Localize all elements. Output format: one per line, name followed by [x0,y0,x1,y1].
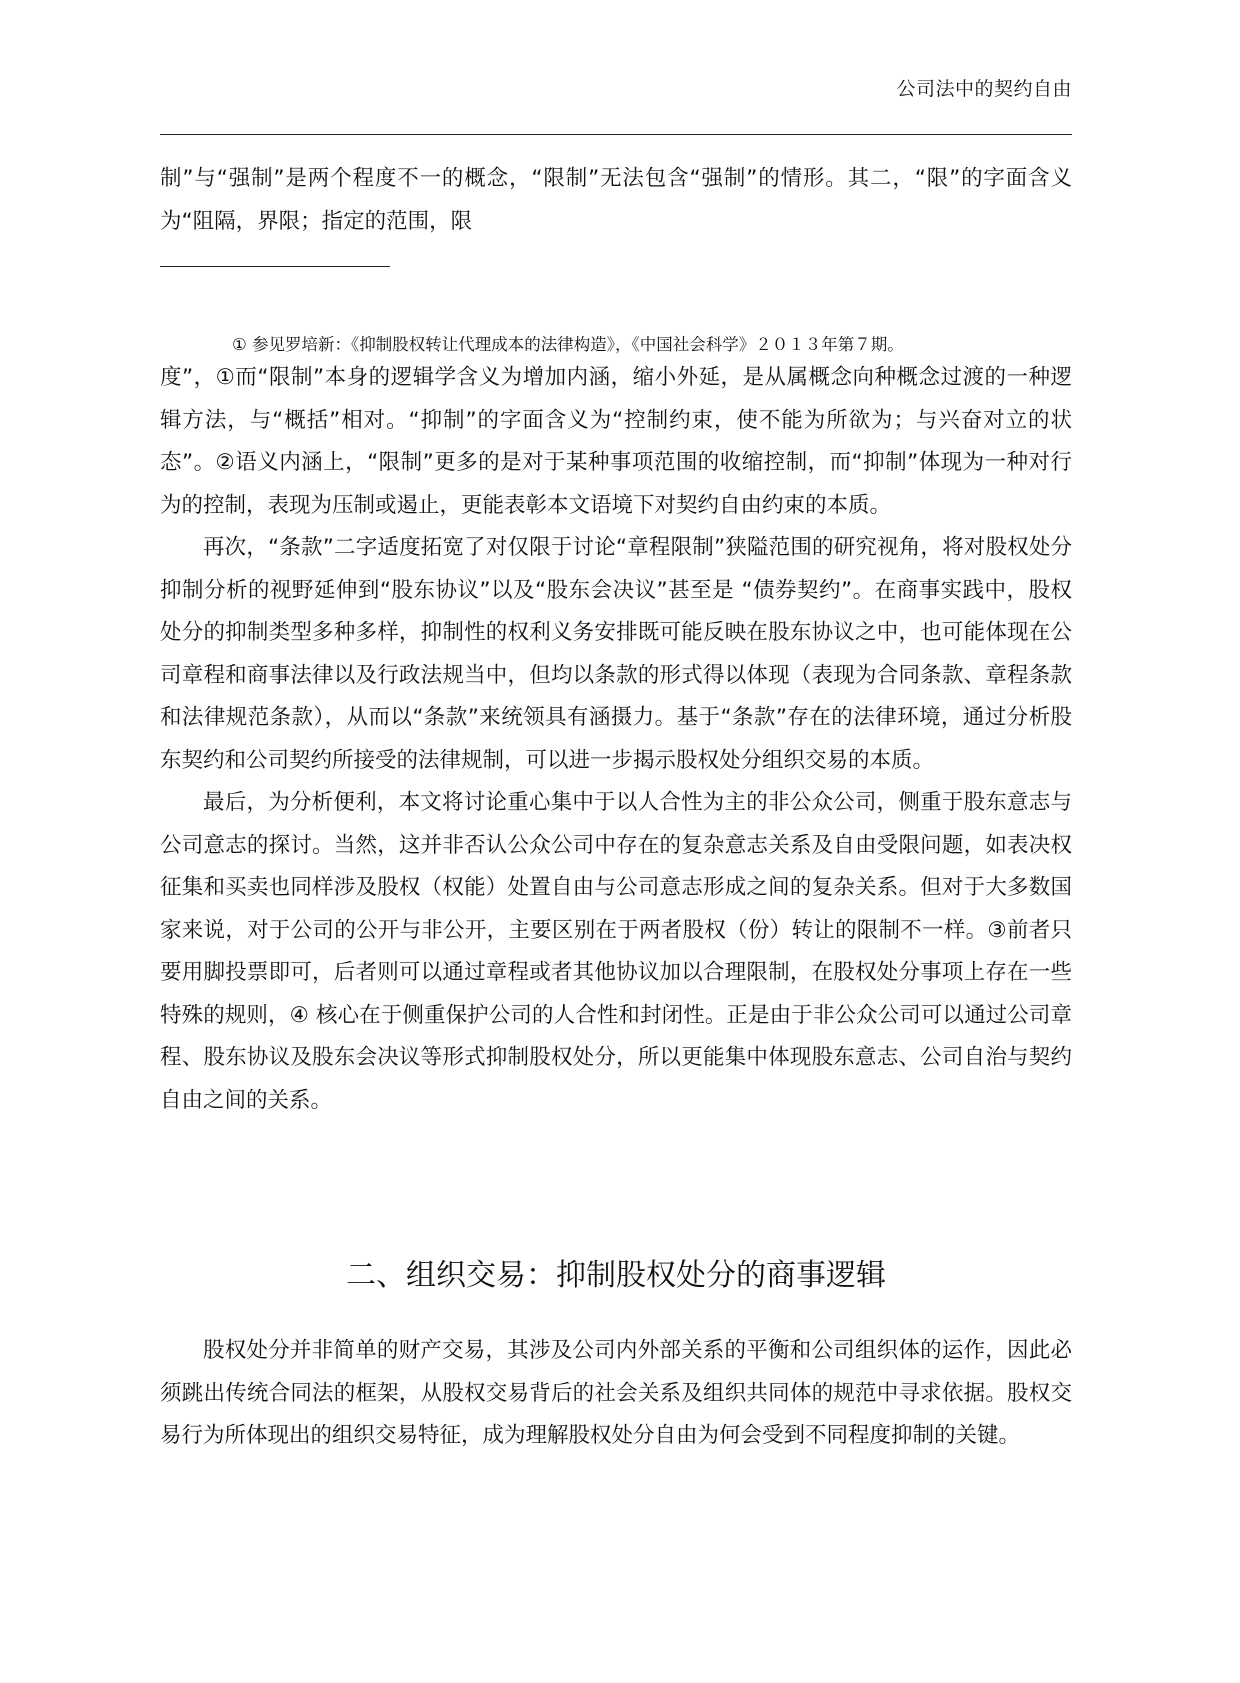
paragraph-definition-continued: 度”，①而“限制”本身的逻辑学含义为增加内涵，缩小外延，是从属概念向种概念过渡的一种逻辑方法，与“概括”相对。“抑制”的字面含义为“控制约束，使不能为所欲为；与兴奋对立的状态”。②语义内涵上，“限制”更多的是对于某种事项范围的收缩控制，而“抑制”体现为一种对行为的控制，表现为压制或遏止，更能表彰本文语境下对契约自由约束的本质。 [160,365,1072,518]
header-divider [160,134,1072,135]
top-text-block [160,158,1072,243]
paragraph-clauses: 再次，“条款”二字适度拓宽了对仅限于讨论“章程限制”狭隘范围的研究视角，将对股权处分抑制分析的视野延伸到“股东协议”以及“股东会决议”甚至是 “债券契约”。在商事实践中，股权处分的抑制类型多种多样，抑制性的权利义务安排既可能反映在股东协议之中，也可能体现在公司章程和商事法律以及行政法规当中，但均以条款的形式得以体现（表现为合同条款、章程条款和法律规范条款），从而以“条款”来统领具有涵摄力。基于“条款”存在的法律环境，通过分析股东契约和公司契约所接受的法律规制，可以进一步揭示股权处分组织交易的本质。 [160,535,1072,773]
paragraph-organizational-transaction: 股权处分并非简单的财产交易，其涉及公司内外部关系的平衡和公司组织体的运作，因此必须跳出传统合同法的框架，从股权交易背后的社会关系及组织共同体的规范中寻求依据。股权交易行为所体现出的组织交易特征，成为理解股权处分自由为何会受到不同程度抑制的关键。 [160,1338,1072,1448]
middle-text-block [160,357,1072,1122]
section-text-block [160,1330,1072,1458]
footnote-1: ① 参见罗培新：《抑制股权转让代理成本的法律构造》，《中国社会科学》２０１３年第７期。 [232,335,904,354]
paragraph-non-public-company: 最后，为分析便利，本文将讨论重心集中于以人合性为主的非公众公司，侧重于股东意志与公司意志的探讨。当然，这并非否认公众公司中存在的复杂意志关系及自由受限问题，如表决权征集和买卖也同样涉及股权（权能）处置自由与公司意志形成之间的复杂关系。但对于大多数国家来说，对于公司的公开与非公开，主要区别在于两者股权（份）转让的限制不一样。③前者只要用脚投票即可，后者则可以通过章程或者其他协议加以合理限制，在股权处分事项上存在一些特殊的规则，④ 核心在于侧重保护公司的人合性和封闭性。正是由于非公众公司可以通过公司章程、股东协议及股东会决议等形式抑制股权处分，所以更能集中体现股东意志、公司自治与契约自由之间的关系。 [160,790,1072,1113]
section-heading: 二、组织交易：抑制股权处分的商事逻辑 [346,1258,886,1293]
running-header: 公司法中的契约自由 [896,78,1072,100]
footnote-divider [160,266,390,267]
continued-paragraph: 制”与“强制”是两个程度不一的概念，“限制”无法包含“强制”的情形。其二，“限”的字面含义为“阻隔，界限；指定的范围，限 [160,166,1072,234]
